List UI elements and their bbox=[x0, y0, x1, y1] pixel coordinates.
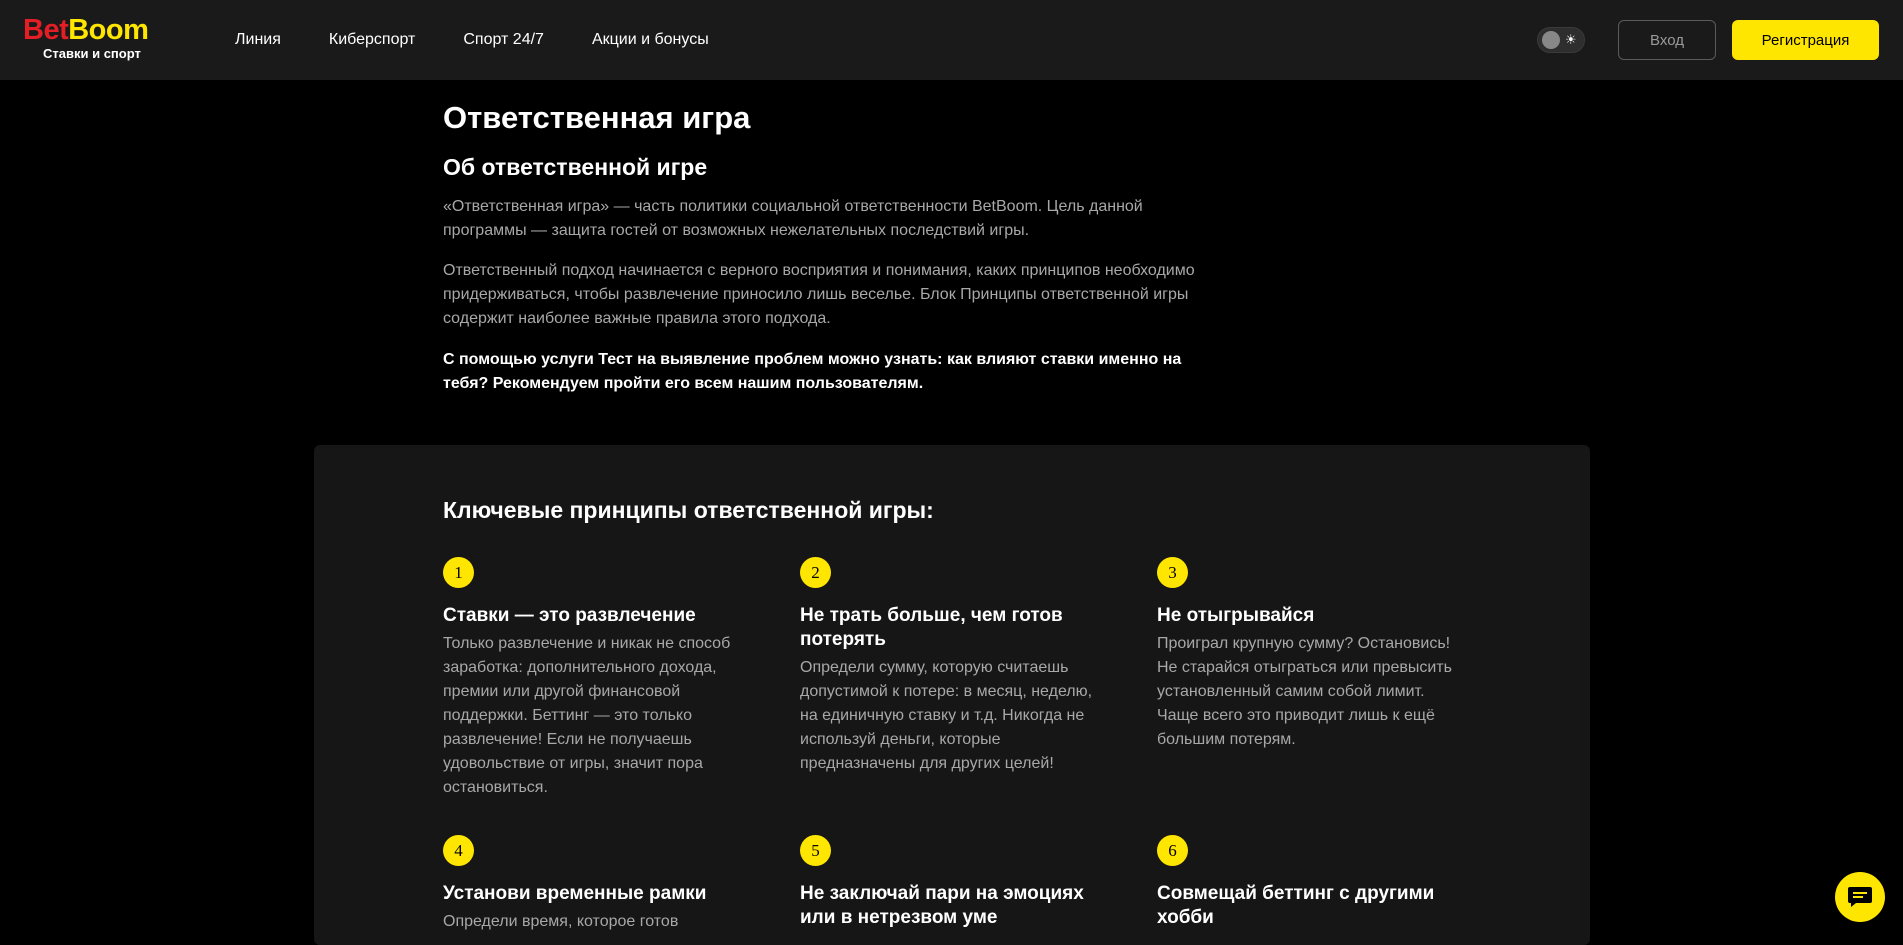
principle-number-badge: 1 bbox=[443, 557, 474, 588]
nav-item-sport-24-7[interactable]: Спорт 24/7 bbox=[463, 31, 544, 48]
principle-number-badge: 4 bbox=[443, 835, 474, 866]
login-button[interactable]: Вход bbox=[1618, 20, 1716, 60]
principle-title: Ставки — это развлечение bbox=[443, 605, 696, 626]
principle-number-badge: 3 bbox=[1157, 557, 1188, 588]
principle-text: Определи время, которое готов bbox=[443, 913, 679, 930]
logo-bet-text: Bet bbox=[23, 14, 69, 46]
betboom-logo[interactable] bbox=[23, 14, 163, 61]
principle-title: Не отыгрывайся bbox=[1157, 605, 1315, 626]
principle-card bbox=[800, 557, 1110, 776]
principle-number-badge: 6 bbox=[1157, 835, 1188, 866]
page-title: Ответственная игра bbox=[443, 100, 751, 135]
logo-boom-text: Boom bbox=[68, 14, 149, 46]
principle-title: Совмещай беттинг с другими хобби bbox=[1157, 883, 1435, 928]
principle-text: Определи сумму, которую считаешь допустимой к потере: в месяц, неделю, на единичную ставку и т.д. Никогда не используй деньги, которые предназначены для других целей! bbox=[800, 659, 1093, 772]
principle-text: Проиграл крупную сумму? Остановись! Не старайся отыграться или превысить установленный самим собой лимит. Чаще всего это приводит лишь к ещё большим потерям. bbox=[1157, 635, 1452, 748]
sun-icon: ☀ bbox=[1565, 32, 1577, 47]
toggle-knob bbox=[1542, 31, 1560, 49]
principles-panel bbox=[314, 445, 1590, 945]
register-button[interactable]: Регистрация bbox=[1732, 20, 1879, 60]
chat-button[interactable] bbox=[1835, 872, 1885, 922]
main-nav bbox=[235, 0, 709, 80]
principles-title: Ключевые принципы ответственной игры: bbox=[443, 497, 934, 523]
intro-section bbox=[443, 98, 1223, 396]
section-title: Об ответственной игре bbox=[443, 154, 708, 180]
principle-title: Не трать больше, чем готов потерять bbox=[800, 605, 1063, 650]
nav-item-line[interactable]: Линия bbox=[235, 31, 281, 48]
principle-card bbox=[1157, 557, 1467, 752]
nav-item-esports[interactable]: Киберспорт bbox=[328, 31, 416, 48]
intro-paragraph-2: Ответственный подход начинается с верного восприятия и понимания, каких принципов необходимо придерживаться, чтобы развлечение приносило лишь веселье. Блок Принципы ответственной игры содержит наиболее важные правила этого подхода. bbox=[443, 262, 1195, 327]
chat-icon bbox=[1847, 885, 1873, 909]
principle-number-badge: 5 bbox=[800, 835, 831, 866]
principle-title: Не заключай пари на эмоциях или в нетрезвом уме bbox=[800, 883, 1084, 928]
principle-card bbox=[443, 557, 753, 800]
logo-tagline: Ставки и спорт bbox=[43, 46, 141, 61]
nav-item-promotions[interactable]: Акции и бонусы bbox=[591, 31, 709, 48]
principle-card bbox=[1157, 835, 1467, 934]
principle-title: Установи временные рамки bbox=[443, 883, 707, 904]
test-recommendation: С помощью услуги Тест на выявление проблем можно узнать: как влияют ставки именно на тебя? Рекомендуем пройти его всем нашим пользователям. bbox=[443, 351, 1182, 392]
principle-number-badge: 2 bbox=[800, 557, 831, 588]
intro-paragraph-1: «Ответственная игра» — часть политики социальной ответственности BetBoom. Цель данной программы — защита гостей от возможных нежелательных последствий игры. bbox=[443, 198, 1143, 239]
theme-toggle[interactable] bbox=[1537, 27, 1585, 53]
site-header bbox=[0, 0, 1903, 80]
principle-text: Только развлечение и никак не способ заработка: дополнительного дохода, премии или другой финансовой поддержки. Беттинг — это только развлечение! Если не получаешь удовольствие от игры, значит пора остановиться. bbox=[443, 635, 731, 796]
principle-card bbox=[443, 835, 753, 934]
principle-card bbox=[800, 835, 1110, 934]
